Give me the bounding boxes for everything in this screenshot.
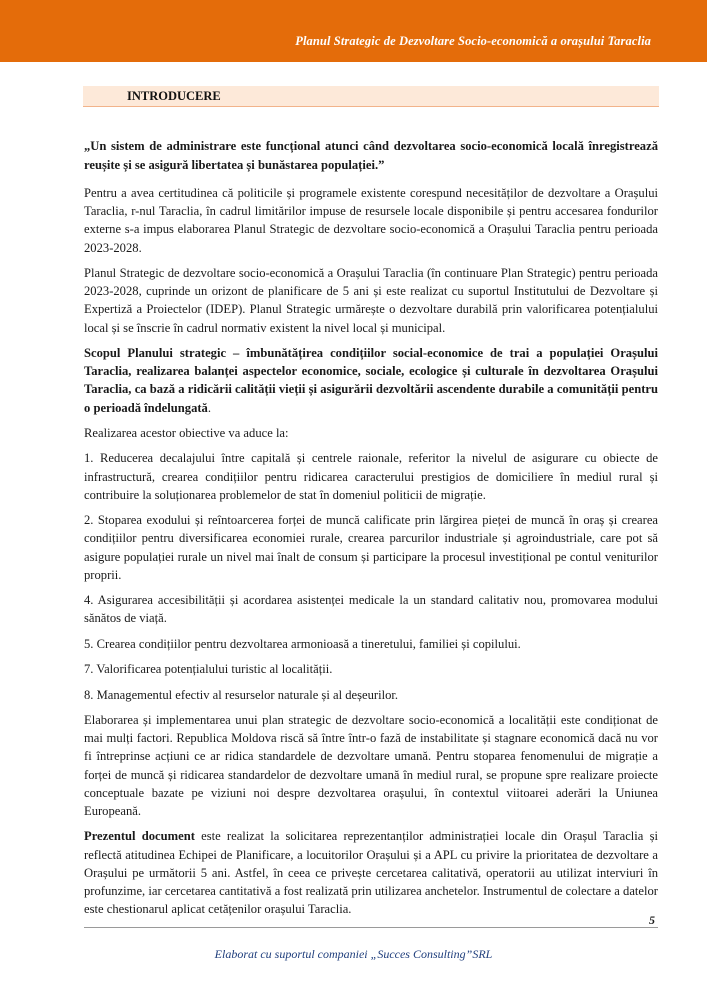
document-header-title: Planul Strategic de Dezvoltare Socio-economică a orașului Taraclia	[295, 34, 651, 48]
scope-period: .	[207, 400, 212, 415]
objective-item: 2. Stoparea exodului și reîntoarcerea forței de muncă calificate prin lărgirea pieței de muncă în oraș și crearea condițiilor pentru diversificarea economiei rurale, crearea parcurilor industriale și agroindustriale, care pot să asigure populației rurale un nivel mai înalt de consum și participare la procesul investițional pe contul veniturilor proprii.	[84, 513, 658, 582]
objective-item: 8. Managementul efectiv al resurselor naturale și al deșeurilor.	[84, 687, 399, 702]
page-number: 5	[649, 913, 655, 927]
footer-divider	[84, 927, 658, 928]
paragraph-document-origin	[84, 827, 658, 918]
header-divider	[0, 62, 707, 64]
header-band	[0, 0, 707, 62]
document-lead: Prezentul document	[84, 829, 195, 844]
opening-quote: „Un sistem de administrare este funcțional atunci când dezvoltarea socio-economică locală înregistrează reușite și se asigură libertatea și bunăstarea populației.”	[84, 139, 658, 172]
footer-credit: Elaborat cu suportul companiei „Succes Consulting”SRL	[214, 947, 493, 961]
document-origin-text: este realizat la solicitarea reprezentanților administrației locale din Orașul Taraclia și reflectă atitudinea Echipei de Planificare, a locuitorilor Orașului și a APL cu privire la prioritatea de dezvoltare a Orașului pe următorii 5 ani. Astfel, în ceea ce privește cercetarea calitativă, operatorii au utilizat interviuri în profunzime, iar cercetarea cantitativă a fost realizată prin utilizarea anchetelor. Instrumentul de colectare a datelor este chestionarul aplicat cetățenilor orașului Taraclia.	[84, 829, 658, 917]
paragraph-plan-description: Planul Strategic de dezvoltare socio-economică a Orașului Taraclia (în continuare Plan Strategic) pentru perioada 2023-2028, cuprinde un orizont de planificare de 5 ani și este realizat cu suportul Institutului de Dezvoltare și Expertiză a Proiectelor (IDEP). Planul Strategic urmărește o dezvoltare durabilă prin valorificarea potențialului local și se înscrie în cadrul normativ existent la nivel local și municipal.	[84, 266, 658, 335]
paragraph-context: Pentru a avea certitudinea că politicile și programele existente corespund necesităților de dezvoltare a Orașului Taraclia, r-nul Taraclia, în cadrul limitărilor impuse de resursele locale disponibile și pentru accesarea fondurilor externe s-a impus elaborarea Planul Strategic de dezvoltare socio-economică a Orașului Taraclia pentru perioada 2023-2028.	[84, 186, 658, 255]
objective-item: 4. Asigurarea accesibilității și acordarea asistenței medicale la un standard calitativ nou, promovarea modului sănătos de viață.	[84, 593, 658, 626]
section-heading: INTRODUCERE	[127, 89, 221, 103]
objective-item: 5. Crearea condițiilor pentru dezvoltarea armonioasă a tineretului, familiei și copilului.	[84, 636, 521, 651]
paragraph-objectives-intro: Realizarea acestor obiective va aduce la:	[84, 426, 289, 440]
scope-statement: Scopul Planului strategic – îmbunătățirea condițiilor social-economice de trai a populației Orașului Taraclia, realizarea balanței aspectelor economice, sociale, ecologice și culturale în dezvoltarea Orașului Taraclia, ca bază a ridicării calității vieții și asigurării dezvoltării ascendente durabile a comunității pentru o perioadă îndelungată	[84, 346, 658, 415]
objective-item: 1. Reducerea decalajului între capitală și centrele raionale, referitor la nivelul de asigurare cu obiecte de infrastructură, crearea condițiilor pentru ridicarea caracterului prestigios de domiciliere în mediul rural și contribuire la soluționarea problemelor de stat în domeniul politicii de migrație.	[84, 451, 658, 502]
objective-item: 7. Valorificarea potențialului turistic al localității.	[84, 662, 333, 677]
paragraph-conditions: Elaborarea și implementarea unui plan strategic de dezvoltare socio-economică a localității este condiționat de mai mulți factori. Republica Moldova riscă să între într-o fază de instabilitate și stagnare economică dacă nu vor fi întreprinse acțiuni ce ar ridica standardele de dezvoltare umană. Pentru stoparea fenomenului de migrație a forței de muncă și ridicarea standardelor de dezvoltare umană în mediul rural, se propune spre realizare proiecte conceptuale bazate pe viziuni noi despre dezvoltarea orașului, în contextul viitoarei aderări la Uniunea Europeană.	[84, 712, 658, 818]
body-text	[84, 137, 658, 926]
paragraph-scope	[84, 344, 658, 417]
